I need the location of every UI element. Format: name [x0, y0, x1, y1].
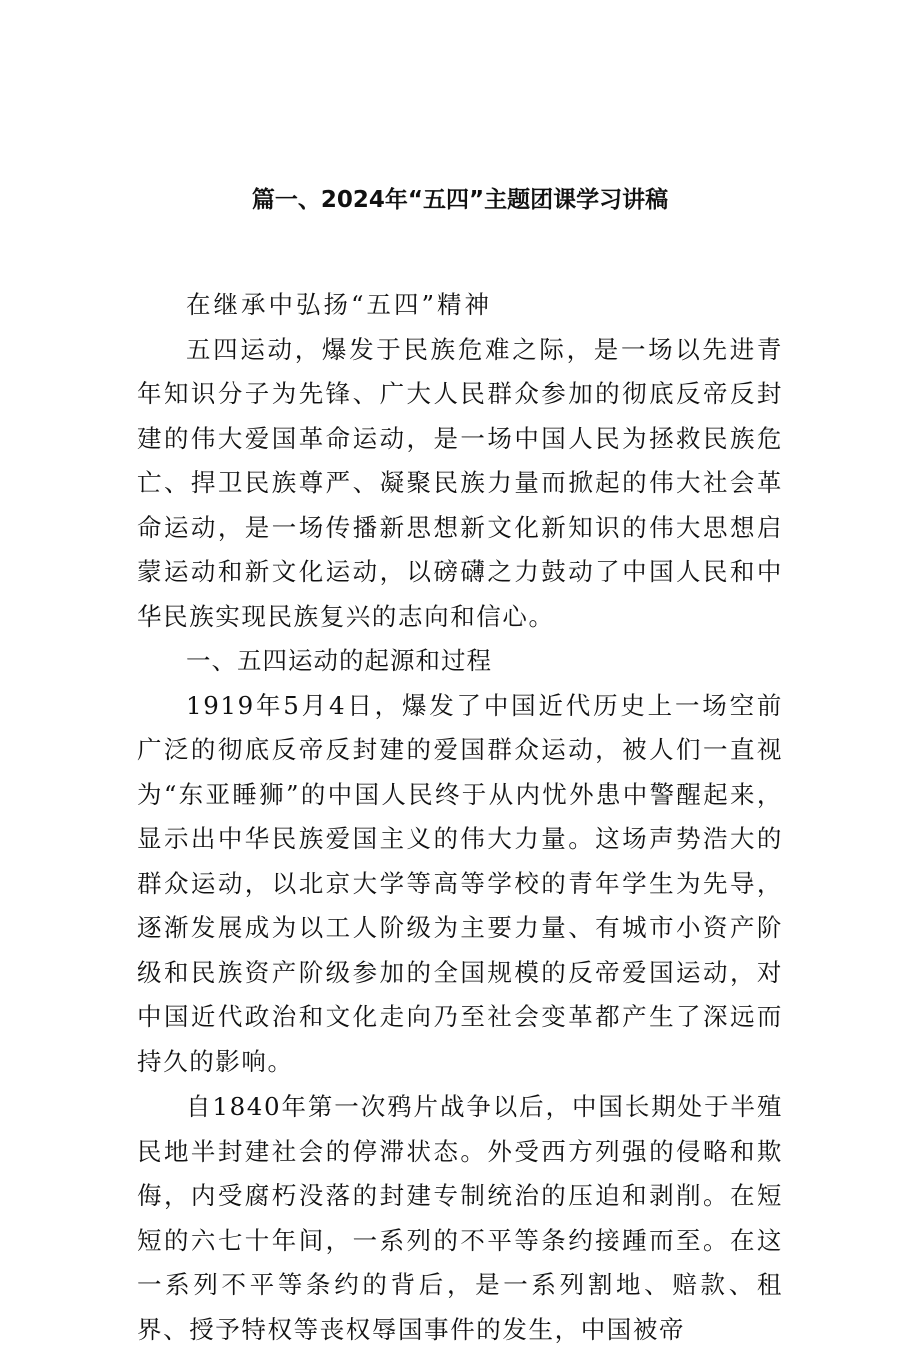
- intro-paragraph: 五四运动，爆发于民族危难之际，是一场以先进青年知识分子为先锋、广大人民群众参加的彻底反帝反封建的伟大爱国革命运动，是一场中国人民为拯救民族危亡、捍卫民族尊严、凝聚民族力量而掀起的伟大社会革命运动，是一场传播新思想新文化新知识的伟大思想启蒙运动和新文化运动，以磅礴之力鼓动了中国人民和中华民族实现民族复兴的志向和信心。: [137, 334, 783, 631]
- document-subtitle: 在继承中弘扬“五四”精神: [186, 290, 493, 319]
- document-title: 篇一、2024年“五四”主题团课学习讲稿: [251, 187, 669, 213]
- document-body: [137, 283, 783, 1352]
- body-paragraph: 1919年5月4日，爆发了中国近代历史上一场空前广泛的彻底反帝反封建的爱国群众运动，被人们一直视为“东亚睡狮”的中国人民终于从内忧外患中警醒起来，显示出中华民族爱国主义的伟大力量。这场声势浩大的群众运动，以北京大学等高等学校的青年学生为先导，逐渐发展成为以工人阶级为主要力量、有城市小资产阶级和民族资产阶级参加的全国规模的反帝爱国运动，对中国近代政治和文化走向乃至社会变革都产生了深远而持久的影响。: [137, 690, 783, 1076]
- section-heading: 一、五四运动的起源和过程: [186, 646, 492, 675]
- body-paragraph: 自1840年第一次鸦片战争以后，中国长期处于半殖民地半封建社会的停滞状态。外受西方列强的侵略和欺侮，内受腐朽没落的封建专制统治的压迫和剥削。在短短的六七十年间，一系列的不平等条约接踵而至。在这一系列不平等条约的背后，是一系列割地、赔款、租界、授予特权等丧权辱国事件的发生，中国被帝: [137, 1092, 783, 1344]
